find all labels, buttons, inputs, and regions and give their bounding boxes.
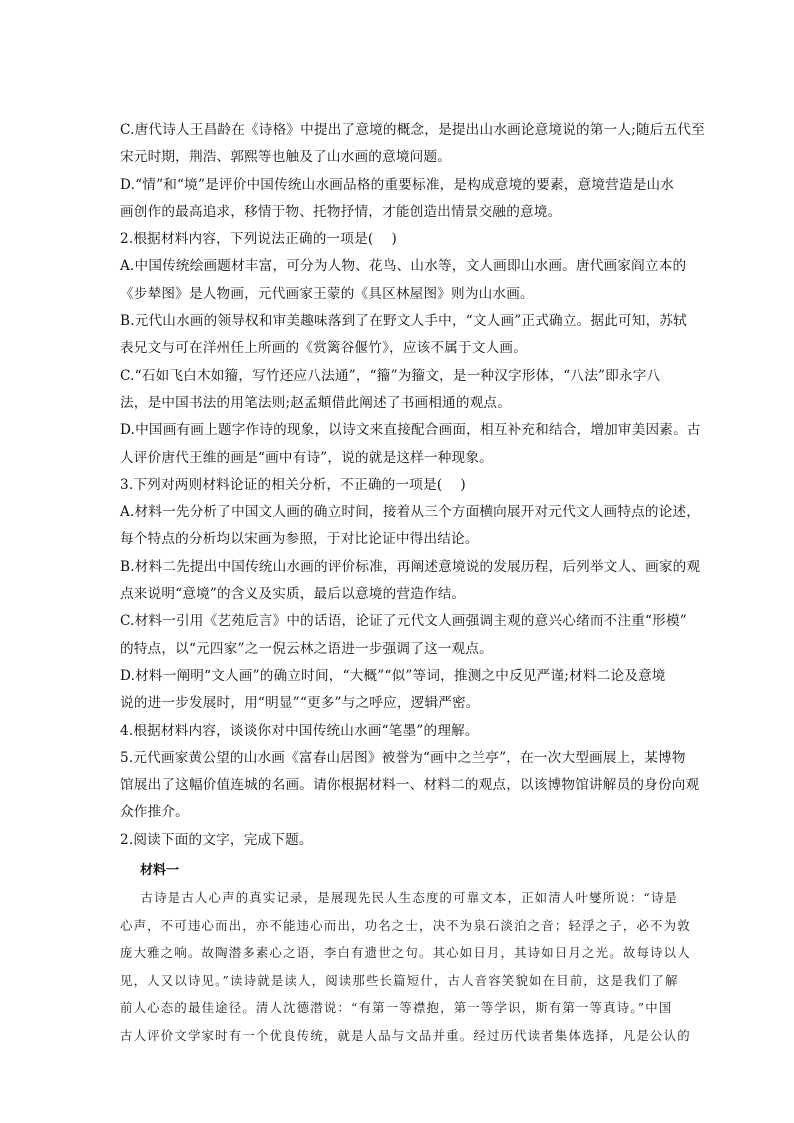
- text-line: D.材料一阐明“文人画”的确立时间，“大概”“似”等词，推测之中反见严谨;材料二论及意境: [120, 667, 666, 684]
- text-line: 的特点，以“元四家”之一倪云林之语进一步强调了这一观点。: [120, 640, 493, 657]
- text-line: 宋元时期，荆浩、郭熙等也触及了山水画的意境问题。: [120, 149, 452, 166]
- material-passage: [120, 884, 691, 1050]
- text-line: A.材料一先分析了中国文人画的确立时间，接着从三个方面横向展开对元代文人画特点的论述，: [120, 504, 701, 521]
- text-line: 人评价唐代王维的画是“画中有诗”，说的就是这样一种现象。: [120, 449, 493, 466]
- passage-line: 见，人又以诗见。”读诗就是读人，阅读那些长篇短什，古人音容笑貌如在目前，这是我们了解: [120, 972, 679, 988]
- question-4-stem: 4.根据材料内容，谈谈你对中国传统山水画“笔墨”的理解。: [120, 722, 479, 739]
- text-line: D.中国画有画上题字作诗的现象，以诗文来直接配合画面，相互补充和结合，增加审美因素。古: [120, 422, 701, 439]
- question-text: [120, 117, 705, 854]
- passage-line: 古诗是古人心声的真实记录，是展现先民人生态度的可靠文本，正如清人叶燮所说：“诗是: [120, 890, 679, 906]
- passage-line: 古人评价文学家时有一个优良传统，就是人品与文品并重。经过历代读者集体选择，凡是公认的: [120, 1027, 691, 1043]
- text-line: 法，是中国书法的用笔法则;赵孟頫借此阐述了书画相通的观点。: [120, 394, 512, 411]
- text-line: 《步辇图》是人物画，元代画家王蒙的《具区林屋图》则为山水画。: [120, 285, 534, 302]
- text-line: 画创作的最高追求，移情于物、托物抒情，才能创造出情景交融的意境。: [120, 203, 562, 220]
- passage-line: 前人心态的最佳途径。清人沈德潜说：“有第一等襟抱，第一等学识，斯有第一等真诗。”中国: [120, 1000, 673, 1016]
- text-line: C.“石如飞白木如籀，写竹还应八法通”，“籀”为籀文，是一种汉字形体，“八法”即永字八: [120, 367, 661, 384]
- question-5-stem: 5.元代画家黄公望的山水画《富春山居图》被誉为“画中之兰亭”，在一次大型画展上，某博物: [120, 749, 686, 766]
- question-2-stem: 2.根据材料内容，下列说法正确的一项是( ): [120, 231, 397, 248]
- material-title: 材料一: [140, 863, 180, 879]
- text-line: C.唐代诗人王昌龄在《诗格》中提出了意境的概念，是提出山水画论意境说的第一人;随后五代至: [120, 122, 705, 138]
- text-line: B.元代山水画的领导权和审美趣味落到了在野文人手中，“文人画”正式确立。据此可知，苏轼: [120, 313, 687, 330]
- text-line: 众作推介。: [120, 804, 189, 821]
- section-instruction: 2.阅读下面的文字，完成下题。: [120, 831, 313, 848]
- text-line: 点来说明“意境”的含义及实质，最后以意境的营造作结。: [120, 586, 466, 603]
- passage-line: 庞大雅之响。故陶潜多素心之语，李白有遗世之句。其心如日月，其诗如日月之光。故每诗以人: [120, 945, 691, 961]
- text-line: B.材料二先提出中国传统山水画的评价标准，再阐述意境说的发展历程，后列举文人、画家的观: [120, 558, 701, 575]
- text-line: 每个特点的分析均以宋画为参照，于对比论证中得出结论。: [120, 531, 479, 548]
- text-line: 说的进一步发展时，用“明显”“更多”与之呼应，逻辑严密。: [120, 695, 480, 712]
- text-line: D.“情”和“境”是评价中国传统山水画品格的重要标准，是构成意境的要素，意境营造是山水: [120, 176, 675, 193]
- passage-line: 心声，不可违心而出，亦不能违心而出，功名之士，决不为泉石淡泊之音；轻浮之子，必不为敦: [120, 917, 691, 933]
- text-line: C.材料一引用《艺苑卮言》中的话语，论证了元代文人画强调主观的意兴心绪而不注重“形模”: [120, 613, 687, 630]
- text-line: 馆展出了这幅价值连城的名画。请你根据材料一、材料二的观点，以该博物馆讲解员的身份向观: [120, 777, 700, 794]
- text-line: 表兄文与可在洋州任上所画的《赏篱谷偃竹》，应该不属于文人画。: [120, 340, 528, 357]
- question-3-stem: 3.下列对两则材料论证的相关分析，不正确的一项是( ): [120, 476, 466, 493]
- text-line: A.中国传统绘画题材丰富，可分为人物、花鸟、山水等，文人画即山水画。唐代画家阎立本的: [120, 258, 687, 275]
